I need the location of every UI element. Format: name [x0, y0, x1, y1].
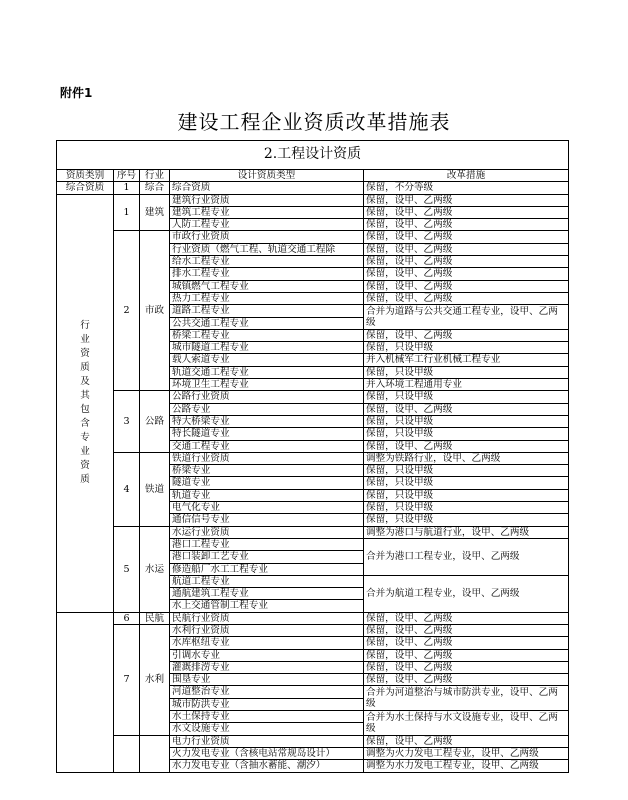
measure-cell: 合并为河道整治与城市防洪专业，设甲、乙两级: [364, 686, 569, 711]
table-row: [57, 735, 569, 747]
table-row: [57, 182, 569, 194]
category-cell: 行 业 资 质 及 其 包 含 专 业 资 质: [57, 194, 114, 612]
measure-cell: 保留，设甲、乙两级: [364, 243, 569, 255]
reform-table: [56, 140, 569, 773]
measure-cell: 保留，只设甲级: [364, 342, 569, 354]
measure-cell: 调整为港口与航道行业，设甲、乙两级: [364, 526, 569, 538]
measure-cell: 保留，设甲、乙两级: [364, 219, 569, 231]
measure-cell: 保留，设甲、乙两级: [364, 231, 569, 243]
type-cell: 人防工程专业: [170, 219, 364, 231]
measure-cell: 保留，只设甲级: [364, 415, 569, 427]
header-row: [57, 170, 569, 182]
header-measure: 改革措施: [364, 170, 569, 182]
type-cell: 河道整治专业: [170, 686, 364, 698]
measure-cell: 调整为铁路行业，设甲、乙两级: [364, 452, 569, 464]
measure-cell: 保留，只设甲级: [364, 514, 569, 526]
measure-cell: 保留，设甲、乙两级: [364, 256, 569, 268]
type-cell: 轨道专业: [170, 489, 364, 501]
header-industry: 行业: [140, 170, 170, 182]
measure-cell: 保留，不分等级: [364, 182, 569, 194]
measure-cell: 保留，设甲、乙两级: [364, 194, 569, 206]
page-title: 建设工程企业资质改革措施表: [177, 110, 451, 134]
measure-cell: 保留，只设甲级: [364, 465, 569, 477]
no-cell: 7: [114, 624, 140, 735]
type-cell: 综合资质: [170, 182, 364, 194]
type-cell: 载人索道专业: [170, 354, 364, 366]
header-category: 资质类别: [57, 170, 114, 182]
type-cell: 道路工程专业: [170, 305, 364, 317]
measure-cell: 保留，设甲、乙两级: [364, 403, 569, 415]
type-cell: 桥梁专业: [170, 465, 364, 477]
measure-cell: 保留，只设甲级: [364, 477, 569, 489]
type-cell: 公路专业: [170, 403, 364, 415]
type-cell: 特长隧道专业: [170, 428, 364, 440]
no-cell: 5: [114, 526, 140, 612]
no-cell: 1: [114, 194, 140, 231]
measure-cell: 保留，设甲、乙两级: [364, 649, 569, 661]
measure-cell: 保留，设甲、乙两级: [364, 292, 569, 304]
type-cell: 水土保持专业: [170, 711, 364, 723]
type-cell: 公共交通工程专业: [170, 317, 364, 329]
measure-cell: 保留，设甲、乙两级: [364, 674, 569, 686]
no-cell: 1: [114, 182, 140, 194]
type-cell: 围垦专业: [170, 674, 364, 686]
measure-cell: 并入机械军工行业机械工程专业: [364, 354, 569, 366]
industry-cell: [140, 735, 170, 772]
type-cell: 环境卫生工程专业: [170, 379, 364, 391]
no-cell: 2: [114, 231, 140, 391]
type-cell: 城市隧道工程专业: [170, 342, 364, 354]
type-cell: 通信信号专业: [170, 514, 364, 526]
type-cell: 城镇燃气工程专业: [170, 280, 364, 292]
table-row: [57, 624, 569, 636]
type-cell: 航道工程专业: [170, 575, 364, 587]
type-cell: 桥梁工程专业: [170, 329, 364, 341]
type-cell: 水文设施专业: [170, 723, 364, 735]
type-cell: 交通工程专业: [170, 440, 364, 452]
measure-cell: 保留，设甲、乙两级: [364, 329, 569, 341]
no-cell: [114, 735, 140, 772]
type-cell: 港口装卸工艺专业: [170, 551, 364, 563]
industry-cell: 水运: [140, 526, 170, 612]
table-row: [57, 194, 569, 206]
industry-cell: 公路: [140, 391, 170, 452]
measure-cell: 并入环境工程通用专业: [364, 379, 569, 391]
type-cell: 电力行业资质: [170, 735, 364, 747]
type-cell: 轨道交通工程专业: [170, 366, 364, 378]
type-cell: 修造船厂水工工程专业: [170, 563, 364, 575]
measure-cell: 保留，设甲、乙两级: [364, 612, 569, 624]
type-cell: 水利行业资质: [170, 624, 364, 636]
measure-cell: 合并为航道工程专业，设甲、乙两级: [364, 575, 569, 612]
no-cell: 3: [114, 391, 140, 452]
measure-cell: 合并为水土保持与水文设施专业，设甲、乙两级: [364, 711, 569, 736]
type-cell: 水运行业资质: [170, 526, 364, 538]
table-row: [57, 526, 569, 538]
section-title: 2.工程设计资质: [57, 141, 569, 170]
type-cell: 建筑行业资质: [170, 194, 364, 206]
type-cell: 水库枢纽专业: [170, 637, 364, 649]
type-cell: 港口工程专业: [170, 538, 364, 550]
measure-cell: 保留，设甲、乙两级: [364, 637, 569, 649]
type-cell: 行业资质（燃气工程、轨道交通工程除: [170, 243, 364, 255]
type-cell: 铁道行业资质: [170, 452, 364, 464]
measure-cell: 调整为火力发电工程专业，设甲、乙两级: [364, 747, 569, 759]
category-cell: [57, 612, 114, 772]
type-cell: 城市防洪专业: [170, 698, 364, 710]
attachment-label: 附件1: [60, 86, 93, 100]
table-row: [57, 612, 569, 624]
type-cell: 民航行业资质: [170, 612, 364, 624]
industry-cell: 市政: [140, 231, 170, 391]
industry-cell: 民航: [140, 612, 170, 624]
type-cell: 电气化专业: [170, 502, 364, 514]
type-cell: 水上交通管制工程专业: [170, 600, 364, 612]
measure-cell: 保留，设甲、乙两级: [364, 440, 569, 452]
type-cell: 灌溉排涝专业: [170, 661, 364, 673]
type-cell: 市政行业资质: [170, 231, 364, 243]
measure-cell: 保留，设甲、乙两级: [364, 661, 569, 673]
type-cell: 热力工程专业: [170, 292, 364, 304]
measure-cell: 合并为港口工程专业，设甲、乙两级: [364, 538, 569, 575]
category-cell: 综合资质: [57, 182, 114, 194]
table-row: [57, 391, 569, 403]
header-no: 序号: [114, 170, 140, 182]
section-row: [57, 141, 569, 170]
type-cell: 建筑工程专业: [170, 206, 364, 218]
measure-cell: 保留，设甲、乙两级: [364, 624, 569, 636]
type-cell: 给水工程专业: [170, 256, 364, 268]
no-cell: 6: [114, 612, 140, 624]
measure-cell: 保留，设甲、乙两级: [364, 735, 569, 747]
table-row: [57, 452, 569, 464]
type-cell: 隧道专业: [170, 477, 364, 489]
measure-cell: 保留，只设甲级: [364, 489, 569, 501]
measure-cell: 保留，只设甲级: [364, 391, 569, 403]
measure-cell: 保留，只设甲级: [364, 502, 569, 514]
measure-cell: 保留，只设甲级: [364, 428, 569, 440]
type-cell: 排水工程专业: [170, 268, 364, 280]
measure-cell: 调整为水力发电工程专业，设甲、乙两级: [364, 760, 569, 772]
industry-cell: 综合: [140, 182, 170, 194]
measure-cell: 合并为道路与公共交通工程专业，设甲、乙两级: [364, 305, 569, 330]
type-cell: 特大桥梁专业: [170, 415, 364, 427]
industry-cell: 水利: [140, 624, 170, 735]
type-cell: 公路行业资质: [170, 391, 364, 403]
type-cell: 引调水专业: [170, 649, 364, 661]
measure-cell: 保留，设甲、乙两级: [364, 206, 569, 218]
no-cell: 4: [114, 452, 140, 526]
type-cell: 水力发电专业（含抽水蓄能、潮汐）: [170, 760, 364, 772]
type-cell: 火力发电专业（含核电站常规岛设计）: [170, 747, 364, 759]
measure-cell: 保留，设甲、乙两级: [364, 268, 569, 280]
measure-cell: 保留，设甲、乙两级: [364, 280, 569, 292]
table-row: [57, 231, 569, 243]
type-cell: 通航建筑工程专业: [170, 588, 364, 600]
industry-cell: 铁道: [140, 452, 170, 526]
measure-cell: 保留，只设甲级: [364, 366, 569, 378]
industry-cell: 建筑: [140, 194, 170, 231]
header-type: 设计资质类型: [170, 170, 364, 182]
